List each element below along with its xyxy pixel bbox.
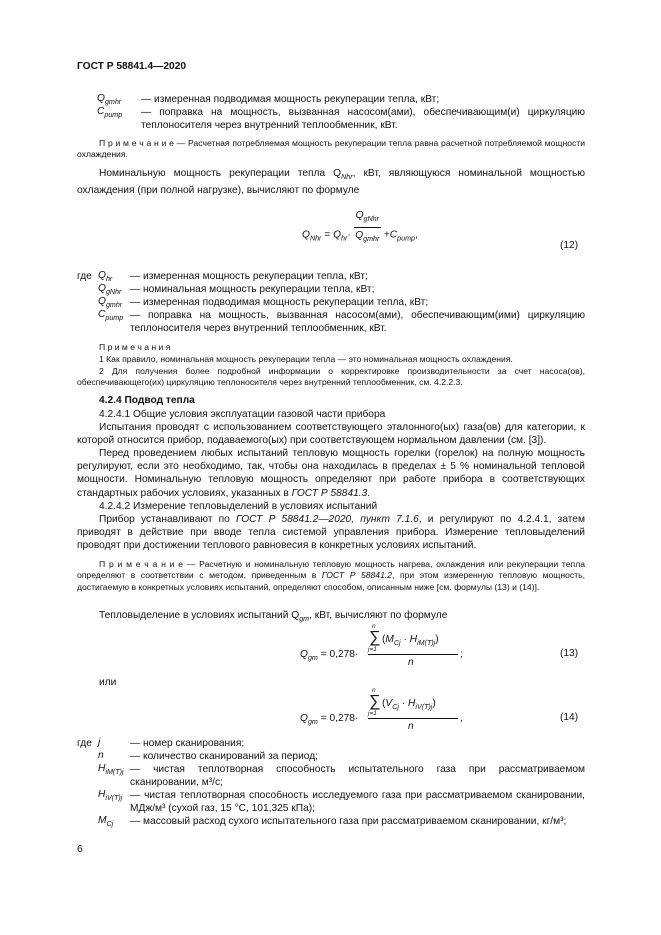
subsection-heading: 4.2.4.2 Измерение тепловыделений в условиях испытаний: [99, 501, 378, 512]
symbol-h-iv: $H_{iV(T)j}$: [98, 789, 123, 802]
note-label: П р и м е ч а н и е: [99, 138, 174, 148]
symbol-m-cj: $M_{Cj}$: [98, 815, 114, 828]
definition-text: — массовый расход сухого испытательного газа при рассматриваемом сканировании, кг/м³;: [130, 816, 567, 827]
definition-text: — чистая теплотворная способность исследуемого газа при рассматриваемом сканировании, МДж/м³ (сухой газ, 15 °С, 101,325 кПа);: [130, 790, 585, 815]
definition-text: — измеренная подводимая мощность рекуперации тепла, кВт;: [141, 94, 440, 105]
symbol-n: n: [98, 750, 104, 761]
definition-text: — поправка на мощность, вызванная насосом(ами), обеспечивающим(ими) циркуляцию теплоносителя через внутренний теплообменник, кВт.: [130, 310, 585, 335]
standard-reference: ГОСТ Р 58841.2—2020, пункт 7.1.6: [236, 514, 419, 525]
equation-13: $Q_{gm} = 0,278\cdot$ n ∑ j=1 $(M_{Cj} \cdot H_{iM(T)j})$ n ;: [300, 623, 463, 668]
paragraph: Перед проведением любых испытаний тепловую мощность горелки (горелок) на полную мощность регулируют, если это необходимо, так, чтобы она находилась в пределах ± 5 % номинальной тепловой мощности. Номинальную тепловую мощность определяют при работе прибора в соответствующих стандартных рабочих условиях, указанных в ГОСТ Р 58841.3.: [77, 448, 585, 499]
standard-reference: ГОСТ Р 58841.3: [291, 487, 368, 499]
page-number: 6: [77, 844, 83, 855]
symbol-c-pump: $C_{pump}$: [97, 106, 123, 119]
equation-12: $Q_{Nhr} = Q_{hr}\cdot$ $\frac{Q_{gNhr}}{Q_{gmhr}}$ $+C_{pump}$,: [302, 210, 418, 244]
subsection-heading: 4.2.4.1 Общие условия эксплуатации газовой части прибора: [99, 409, 386, 420]
definition-text: — измеренная мощность рекуперации тепла, кВт;: [130, 271, 368, 282]
symbol-q-gmhr: $Q_{gmhr}$: [97, 93, 122, 106]
definition-text: — измеренная подводимая мощность рекуперации тепла, кВт;: [130, 297, 429, 308]
definition-text: — количество сканирований за период;: [130, 751, 319, 762]
paragraph: Номинальную мощность рекуперации тепла $Q_{Nhr}$, кВт, являющуюся номинальной мощностью охлаждения (при полной нагрузке), вычисляют по формуле: [77, 168, 585, 197]
symbol-h-im: $H_{iM(T)j}$: [98, 763, 124, 776]
symbol-q-gmhr: $Q_{gmhr}$: [98, 296, 123, 309]
document-header: ГОСТ Р 58841.4—2020: [77, 61, 187, 72]
symbol-j: j: [98, 737, 101, 748]
where-label: где: [77, 271, 92, 282]
symbol-c-pump: $C_{pump}$: [98, 309, 124, 322]
section-heading: 4.2.4 Подвод тепла: [99, 395, 195, 406]
paragraph: Прибор устанавливают по ГОСТ Р 58841.2—2020, пункт 7.1.6, и регулируют по 4.2.4.1, затем приводят в действие при вводе тепла системой управления прибора. Измерение тепловыделений проводят при достижении теплового равновесия в конкретных условиях испытаний.: [77, 514, 585, 552]
note-item: 1 Как правило, номинальная мощность рекуперации тепла — это номинальная мощность охлаждения.: [99, 354, 513, 364]
symbol-q-gnhr: $Q_{gNhr}$: [98, 283, 122, 296]
note-text: — Расчетная потребляемая мощность рекуперации тепла равна расчетной потребляемой мощности охлаждения.: [77, 138, 586, 160]
note-label: П р и м е ч а н и е: [99, 559, 183, 569]
notes-label: П р и м е ч а н и я: [99, 342, 171, 352]
note-block: П р и м е ч а н и е — Расчетную и номинальную тепловую мощность нагрева, охлаждения или рекуперации тепла определяют в соответствии с методом, приведенным в ГОСТ Р 58841.2, при этом измеренную тепловую мощность, достигаемую в конкретных условиях испытаний, определяют способом, описанным ниже [см. формулы (13) и (14)].: [77, 559, 585, 592]
note-block: [77, 138, 585, 161]
equation-14: $Q_{gm} = 0,278\cdot$ n ∑ j=1 $(V_{Cj} \cdot H_{iV(T)j})$ n ,: [300, 687, 463, 732]
definition-text: — номинальная мощность рекуперации тепла, кВт;: [130, 284, 375, 295]
symbol-q-hr: $Q_{hr}$: [98, 270, 113, 283]
paragraph: Испытания проводят с использованием соответствующего эталонного(ых) газа(ов) для категории, к которой относится прибор, подаваемого(ых) при соответствующем нормальном давлении (см. [3]).: [77, 422, 585, 447]
definition-text: — поправка на мощность, вызванная насосом(ами), обеспечивающим(и) циркуляцию теплоносителя через внутренний теплообменник, кВт.: [141, 107, 585, 132]
definition-text: — номер сканирования;: [130, 738, 245, 749]
equation-number: (12): [560, 240, 579, 251]
equation-number: (14): [560, 712, 579, 723]
definition-text: — чистая теплотворная способность испытательного газа при рассматриваемом сканировании, м³/с;: [130, 764, 585, 789]
note-item: 2 Для получения более подробной информации о корректировке производительности за счет насоса(ов), обеспечивающего(их) циркуляцию теплоносителя через внутренний теплообменник, см. 4.2.2.3.: [77, 366, 585, 388]
paragraph: Тепловыделение в условиях испытаний $Q_{gm}$, кВт, вычисляют по формуле: [99, 610, 448, 623]
standard-reference: ГОСТ Р 58841.2: [321, 570, 393, 581]
where-label: где: [77, 738, 92, 749]
equation-number: (13): [560, 648, 579, 659]
or-word: или: [99, 677, 117, 688]
